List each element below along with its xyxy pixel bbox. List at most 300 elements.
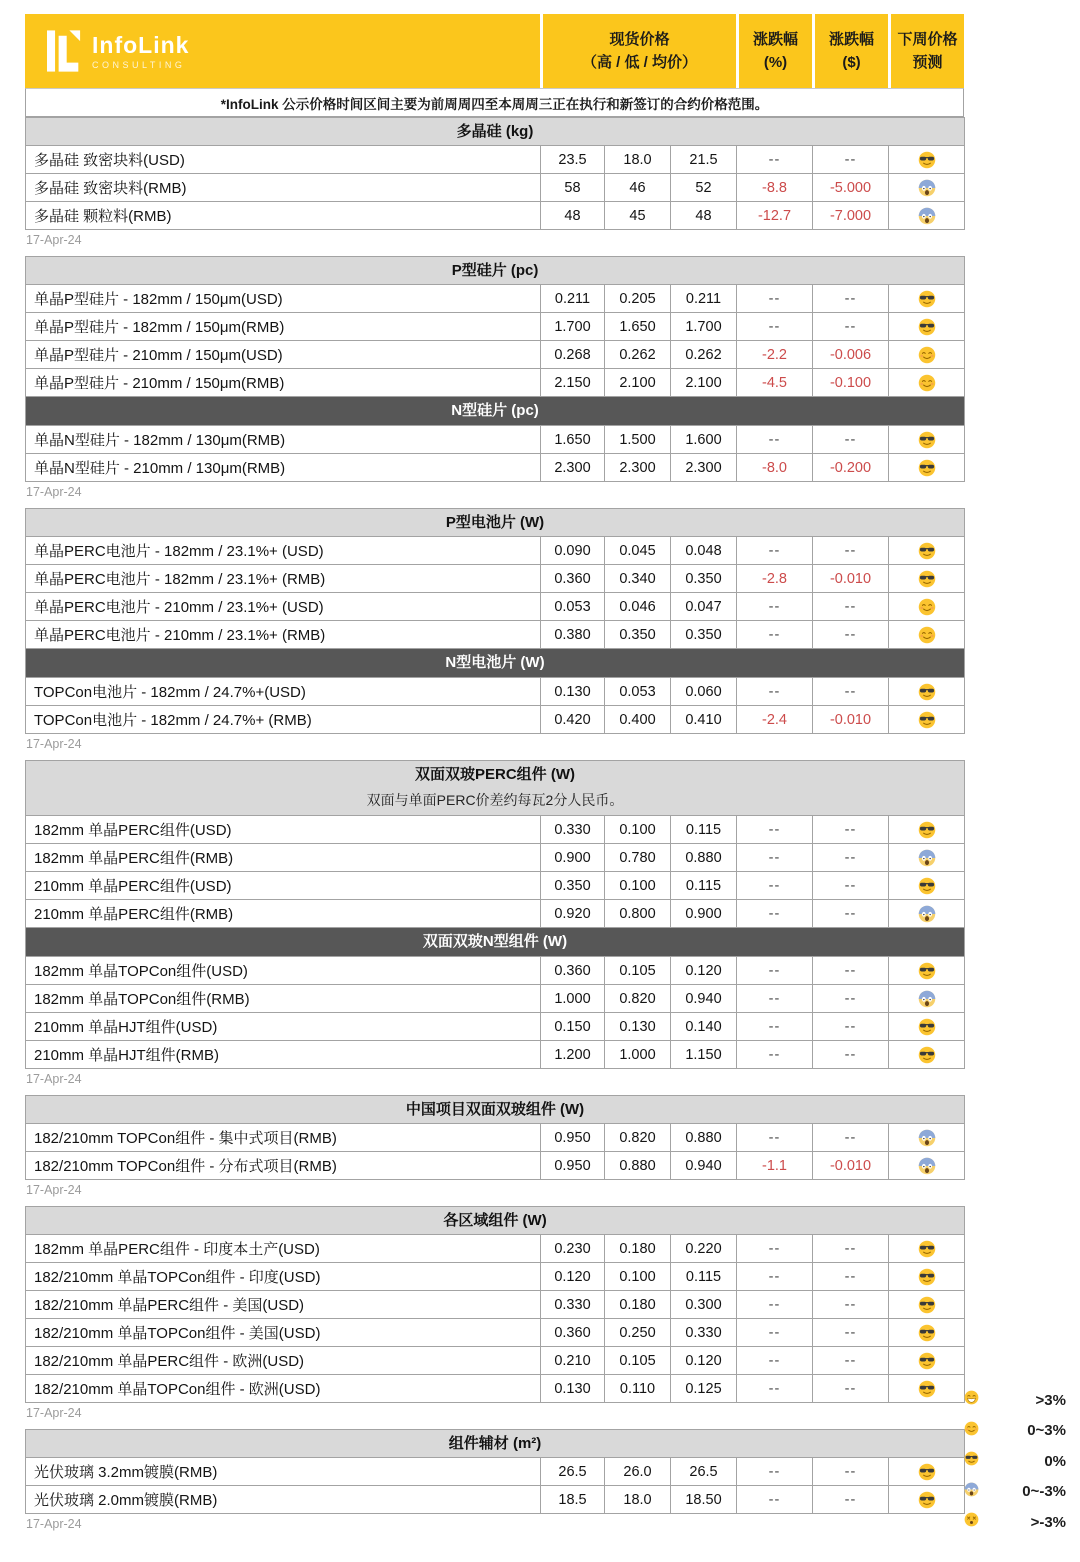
row-label: 单晶PERC电池片 - 210mm / 23.1%+ (USD)	[26, 593, 541, 621]
price-low: 0.880	[605, 1152, 671, 1180]
change-pct: --	[737, 678, 813, 706]
table-row	[26, 537, 965, 565]
price-high: 0.900	[541, 844, 605, 872]
cool-face-icon	[889, 1375, 965, 1403]
logo-text	[92, 33, 189, 70]
price-low: 46	[605, 174, 671, 202]
forecast-line2: 预测	[912, 54, 943, 71]
price-low: 0.340	[605, 565, 671, 593]
table-row	[26, 1263, 965, 1291]
change-pct: --	[737, 816, 813, 844]
price-low: 0.180	[605, 1235, 671, 1263]
price-avg: 0.047	[671, 593, 737, 621]
section-subtitle: 双面与单面PERC价差约每瓦2分人民币。	[366, 792, 624, 808]
price-low: 0.250	[605, 1319, 671, 1347]
change-usd-line2: ($)	[842, 54, 861, 71]
price-table	[25, 1206, 965, 1403]
legend-label: 0~3%	[1027, 1422, 1066, 1439]
section-header	[26, 1430, 965, 1458]
cool-face-icon	[964, 1451, 979, 1471]
price-low: 0.045	[605, 537, 671, 565]
price-low: 0.053	[605, 678, 671, 706]
price-avg: 26.5	[671, 1458, 737, 1486]
price-avg: 0.880	[671, 844, 737, 872]
table-row	[26, 1291, 965, 1319]
price-avg: 0.940	[671, 1152, 737, 1180]
change-usd: --	[813, 1235, 889, 1263]
price-low: 0.180	[605, 1291, 671, 1319]
table-row	[26, 844, 965, 872]
row-label: 多晶硅 致密块料(USD)	[26, 146, 541, 174]
price-high: 1.650	[541, 426, 605, 454]
forecast-line1: 下周价格	[897, 31, 958, 48]
price-note: *InfoLink 公示价格时间区间主要为前周周四至本周周三正在执行和新签订的合约价格范围。	[25, 88, 964, 117]
cool-face-icon	[889, 816, 965, 844]
smile-face-icon	[964, 1421, 979, 1441]
section-header-row	[26, 928, 965, 957]
change-usd: --	[813, 957, 889, 985]
change-usd: --	[813, 313, 889, 341]
price-avg: 0.120	[671, 1347, 737, 1375]
price-low: 0.100	[605, 872, 671, 900]
price-avg: 48	[671, 202, 737, 230]
price-low: 2.100	[605, 369, 671, 397]
change-pct: --	[737, 985, 813, 1013]
dizzy-face-icon	[964, 1512, 979, 1532]
price-high: 1.000	[541, 985, 605, 1013]
row-label: 210mm 单晶PERC组件(USD)	[26, 872, 541, 900]
change-pct-line1: 涨跌幅	[752, 31, 798, 48]
section-header	[26, 1096, 965, 1124]
row-label: 182mm 单晶PERC组件 - 印度本土产(USD)	[26, 1235, 541, 1263]
price-low: 26.0	[605, 1458, 671, 1486]
smile-face-icon	[889, 341, 965, 369]
change-usd: --	[813, 285, 889, 313]
section-header	[26, 649, 965, 678]
change-pct: --	[737, 872, 813, 900]
price-avg: 0.125	[671, 1375, 737, 1403]
row-label: 182/210mm 单晶PERC组件 - 美国(USD)	[26, 1291, 541, 1319]
price-avg: 52	[671, 174, 737, 202]
row-label: 182mm 单晶PERC组件(RMB)	[26, 844, 541, 872]
section-header-row	[26, 509, 965, 537]
row-label: 182/210mm 单晶PERC组件 - 欧洲(USD)	[26, 1347, 541, 1375]
change-pct: --	[737, 1263, 813, 1291]
price-low: 0.350	[605, 621, 671, 649]
date-stamp: 17-Apr-24	[26, 1183, 82, 1197]
change-pct: --	[737, 146, 813, 174]
row-label: 182/210mm 单晶TOPCon组件 - 欧洲(USD)	[26, 1375, 541, 1403]
row-label: 单晶P型硅片 - 182mm / 150μm(USD)	[26, 285, 541, 313]
section-title: 多晶硅 (kg)	[456, 123, 534, 140]
change-usd: -0.100	[813, 369, 889, 397]
change-usd: --	[813, 1013, 889, 1041]
change-pct: -12.7	[737, 202, 813, 230]
row-label: 多晶硅 颗粒料(RMB)	[26, 202, 541, 230]
cool-face-icon	[889, 426, 965, 454]
change-pct: -8.0	[737, 454, 813, 482]
cool-face-icon	[889, 1458, 965, 1486]
change-usd-line1: 涨跌幅	[828, 31, 874, 48]
price-low: 0.130	[605, 1013, 671, 1041]
price-low: 0.400	[605, 706, 671, 734]
table-row	[26, 1486, 965, 1514]
table-row	[26, 816, 965, 844]
grin-face-icon	[964, 1390, 979, 1410]
date-stamp: 17-Apr-24	[26, 737, 82, 751]
change-usd: --	[813, 1347, 889, 1375]
price-high: 0.120	[541, 1263, 605, 1291]
price-high: 0.420	[541, 706, 605, 734]
change-pct: --	[737, 900, 813, 928]
section-title: 组件辅材 (m²)	[448, 1435, 542, 1452]
change-usd: --	[813, 537, 889, 565]
price-avg: 0.115	[671, 1263, 737, 1291]
change-usd: --	[813, 1263, 889, 1291]
legend-item	[964, 1512, 1066, 1532]
change-pct: --	[737, 285, 813, 313]
price-high: 0.150	[541, 1013, 605, 1041]
change-pct: --	[737, 1291, 813, 1319]
price-low: 18.0	[605, 1486, 671, 1514]
cool-face-icon	[889, 565, 965, 593]
section-title: N型电池片 (W)	[445, 654, 545, 671]
price-low: 0.800	[605, 900, 671, 928]
change-pct: --	[737, 957, 813, 985]
price-table	[25, 1095, 965, 1180]
row-label: 210mm 单晶HJT组件(USD)	[26, 1013, 541, 1041]
section-title: N型硅片 (pc)	[451, 402, 539, 419]
row-label: 光伏玻璃 3.2mm镀膜(RMB)	[26, 1458, 541, 1486]
change-usd: --	[813, 678, 889, 706]
price-avg: 1.600	[671, 426, 737, 454]
legend-label: 0~-3%	[1022, 1483, 1066, 1500]
table-row	[26, 565, 965, 593]
change-usd: -5.000	[813, 174, 889, 202]
section-title: 双面双玻N型组件 (W)	[422, 933, 568, 950]
change-usd: --	[813, 1458, 889, 1486]
table-row	[26, 341, 965, 369]
section-header-row	[26, 118, 965, 146]
price-section	[25, 508, 964, 751]
price-low: 0.820	[605, 1124, 671, 1152]
price-low: 0.110	[605, 1375, 671, 1403]
change-usd: --	[813, 985, 889, 1013]
row-label: 单晶P型硅片 - 210mm / 150μm(RMB)	[26, 369, 541, 397]
legend-label: >-3%	[1030, 1513, 1066, 1531]
price-avg: 0.300	[671, 1291, 737, 1319]
price-table	[25, 760, 965, 1069]
table-row	[26, 1013, 965, 1041]
section-header-row	[26, 649, 965, 678]
price-low: 0.105	[605, 1347, 671, 1375]
table-row	[26, 1235, 965, 1263]
price-high: 18.5	[541, 1486, 605, 1514]
col-header-change-usd	[812, 14, 888, 88]
change-usd: --	[813, 146, 889, 174]
price-high: 26.5	[541, 1458, 605, 1486]
section-header	[26, 1207, 965, 1235]
price-avg: 0.115	[671, 816, 737, 844]
price-low: 0.046	[605, 593, 671, 621]
cool-face-icon	[889, 1291, 965, 1319]
forecast-legend	[964, 1390, 1066, 1543]
row-label: 182/210mm TOPCon组件 - 分布式项目(RMB)	[26, 1152, 541, 1180]
price-table	[25, 117, 965, 230]
cool-face-icon	[889, 537, 965, 565]
change-pct: --	[737, 1486, 813, 1514]
row-label: 182/210mm TOPCon组件 - 集中式项目(RMB)	[26, 1124, 541, 1152]
change-usd: --	[813, 621, 889, 649]
price-avg: 0.220	[671, 1235, 737, 1263]
row-label: 单晶N型硅片 - 210mm / 130μm(RMB)	[26, 454, 541, 482]
table-row	[26, 1458, 965, 1486]
cool-face-icon	[889, 706, 965, 734]
row-label: 单晶PERC电池片 - 182mm / 23.1%+ (RMB)	[26, 565, 541, 593]
change-pct: --	[737, 1124, 813, 1152]
price-avg: 0.880	[671, 1124, 737, 1152]
change-usd: --	[813, 872, 889, 900]
change-usd: --	[813, 426, 889, 454]
section-header-row	[26, 257, 965, 285]
smile-face-icon	[889, 621, 965, 649]
table-row	[26, 426, 965, 454]
legend-label: >3%	[1035, 1391, 1066, 1409]
price-avg: 0.115	[671, 872, 737, 900]
change-usd: --	[813, 1375, 889, 1403]
price-avg: 0.140	[671, 1013, 737, 1041]
price-high: 0.053	[541, 593, 605, 621]
price-section	[25, 117, 964, 247]
cool-face-icon	[889, 454, 965, 482]
change-usd: --	[813, 1319, 889, 1347]
change-pct: -2.4	[737, 706, 813, 734]
row-label: 单晶N型硅片 - 182mm / 130μm(RMB)	[26, 426, 541, 454]
price-high: 1.200	[541, 1041, 605, 1069]
change-pct: --	[737, 1235, 813, 1263]
price-low: 1.650	[605, 313, 671, 341]
section-title: 中国项目双面双玻组件 (W)	[405, 1101, 585, 1118]
cool-face-icon	[889, 1235, 965, 1263]
cool-face-icon	[889, 1347, 965, 1375]
section-header	[26, 118, 965, 146]
price-section	[25, 1429, 964, 1531]
date-stamp: 17-Apr-24	[26, 1072, 82, 1086]
price-high: 48	[541, 202, 605, 230]
change-pct: -1.1	[737, 1152, 813, 1180]
cool-face-icon	[889, 957, 965, 985]
price-high: 0.230	[541, 1235, 605, 1263]
price-low: 45	[605, 202, 671, 230]
price-avg: 1.700	[671, 313, 737, 341]
scream-face-icon	[889, 900, 965, 928]
legend-label: 0%	[1044, 1452, 1066, 1470]
section-header-row	[26, 1430, 965, 1458]
price-avg: 0.350	[671, 565, 737, 593]
change-usd: --	[813, 1041, 889, 1069]
table-row	[26, 313, 965, 341]
row-label: TOPCon电池片 - 182mm / 24.7%+ (RMB)	[26, 706, 541, 734]
legend-item	[964, 1421, 1066, 1441]
change-usd: --	[813, 1486, 889, 1514]
change-pct: --	[737, 1041, 813, 1069]
change-pct: --	[737, 537, 813, 565]
row-label: 单晶PERC电池片 - 182mm / 23.1%+ (USD)	[26, 537, 541, 565]
table-row	[26, 174, 965, 202]
price-high: 0.950	[541, 1124, 605, 1152]
change-pct: -4.5	[737, 369, 813, 397]
price-avg: 0.120	[671, 957, 737, 985]
change-pct: --	[737, 621, 813, 649]
price-section	[25, 256, 964, 499]
price-high: 0.268	[541, 341, 605, 369]
price-high: 0.920	[541, 900, 605, 928]
price-high: 0.211	[541, 285, 605, 313]
date-stamp: 17-Apr-24	[26, 1406, 82, 1420]
change-usd: --	[813, 816, 889, 844]
price-table	[25, 256, 965, 482]
price-avg: 0.900	[671, 900, 737, 928]
logo-name: InfoLink	[92, 31, 190, 58]
cool-face-icon	[889, 1486, 965, 1514]
price-high: 0.330	[541, 1291, 605, 1319]
change-pct: --	[737, 1319, 813, 1347]
legend-item	[964, 1390, 1066, 1410]
row-label: TOPCon电池片 - 182mm / 24.7%+(USD)	[26, 678, 541, 706]
sections	[25, 117, 964, 1531]
change-usd: -0.010	[813, 706, 889, 734]
change-usd: --	[813, 1124, 889, 1152]
row-label: 182/210mm 单晶TOPCon组件 - 美国(USD)	[26, 1319, 541, 1347]
row-label: 182/210mm 单晶TOPCon组件 - 印度(USD)	[26, 1263, 541, 1291]
change-usd: --	[813, 844, 889, 872]
table-row	[26, 1319, 965, 1347]
price-sheet	[25, 14, 964, 1540]
price-section	[25, 1095, 964, 1197]
change-pct: --	[737, 313, 813, 341]
cool-face-icon	[889, 1319, 965, 1347]
date-stamp: 17-Apr-24	[26, 485, 82, 499]
price-low: 1.500	[605, 426, 671, 454]
col-header-spot-price	[540, 14, 736, 88]
price-high: 0.210	[541, 1347, 605, 1375]
change-usd: --	[813, 900, 889, 928]
row-label: 210mm 单晶HJT组件(RMB)	[26, 1041, 541, 1069]
price-avg: 18.50	[671, 1486, 737, 1514]
price-avg: 1.150	[671, 1041, 737, 1069]
price-high: 0.360	[541, 565, 605, 593]
price-high: 0.090	[541, 537, 605, 565]
section-header	[26, 509, 965, 537]
row-label: 光伏玻璃 2.0mm镀膜(RMB)	[26, 1486, 541, 1514]
smile-face-icon	[889, 369, 965, 397]
table-row	[26, 1347, 965, 1375]
smile-face-icon	[889, 593, 965, 621]
table-row	[26, 593, 965, 621]
price-avg: 0.211	[671, 285, 737, 313]
section-header-row	[26, 1096, 965, 1124]
scream-face-icon	[889, 1152, 965, 1180]
legend-item	[964, 1482, 1066, 1502]
table-row	[26, 285, 965, 313]
table-row	[26, 706, 965, 734]
price-low: 0.262	[605, 341, 671, 369]
scream-face-icon	[889, 844, 965, 872]
price-low: 1.000	[605, 1041, 671, 1069]
row-label: 单晶P型硅片 - 182mm / 150μm(RMB)	[26, 313, 541, 341]
table-row	[26, 957, 965, 985]
price-section	[25, 1206, 964, 1420]
price-high: 58	[541, 174, 605, 202]
change-pct: -2.8	[737, 565, 813, 593]
change-pct: --	[737, 1347, 813, 1375]
table-row	[26, 1375, 965, 1403]
price-section	[25, 760, 964, 1086]
price-low: 18.0	[605, 146, 671, 174]
section-header	[26, 397, 965, 426]
price-avg: 0.048	[671, 537, 737, 565]
legend-item	[964, 1451, 1066, 1471]
price-table	[25, 508, 965, 734]
price-avg: 0.940	[671, 985, 737, 1013]
table-row	[26, 1124, 965, 1152]
change-usd: -7.000	[813, 202, 889, 230]
section-header-row	[26, 761, 965, 816]
table-row	[26, 146, 965, 174]
price-low: 0.100	[605, 1263, 671, 1291]
cool-face-icon	[889, 1013, 965, 1041]
price-high: 0.950	[541, 1152, 605, 1180]
change-pct: -8.8	[737, 174, 813, 202]
table-row	[26, 985, 965, 1013]
price-high: 2.150	[541, 369, 605, 397]
row-label: 多晶硅 致密块料(RMB)	[26, 174, 541, 202]
table-row	[26, 900, 965, 928]
price-high: 0.360	[541, 957, 605, 985]
section-header-row	[26, 397, 965, 426]
price-high: 0.130	[541, 678, 605, 706]
price-avg: 0.350	[671, 621, 737, 649]
table-row	[26, 202, 965, 230]
price-high: 0.330	[541, 816, 605, 844]
price-high: 0.360	[541, 1319, 605, 1347]
price-avg: 2.100	[671, 369, 737, 397]
date-stamp: 17-Apr-24	[26, 233, 82, 247]
row-label: 210mm 单晶PERC组件(RMB)	[26, 900, 541, 928]
price-avg: 0.410	[671, 706, 737, 734]
col-header-change-pct	[736, 14, 812, 88]
change-pct: --	[737, 1458, 813, 1486]
price-avg: 21.5	[671, 146, 737, 174]
section-title: 双面双玻PERC组件 (W)	[415, 766, 575, 783]
logo-subtitle: CONSULTING	[92, 59, 186, 70]
price-avg: 0.330	[671, 1319, 737, 1347]
price-low: 0.105	[605, 957, 671, 985]
scream-face-icon	[889, 202, 965, 230]
spot-price-line1: 现货价格	[609, 31, 670, 48]
change-pct: --	[737, 593, 813, 621]
table-row	[26, 369, 965, 397]
row-label: 单晶PERC电池片 - 210mm / 23.1%+ (RMB)	[26, 621, 541, 649]
change-pct-line2: (%)	[763, 54, 788, 71]
change-pct: -2.2	[737, 341, 813, 369]
change-usd: --	[813, 593, 889, 621]
row-label: 单晶P型硅片 - 210mm / 150μm(USD)	[26, 341, 541, 369]
price-high: 0.130	[541, 1375, 605, 1403]
change-usd: -0.010	[813, 565, 889, 593]
scream-face-icon	[889, 174, 965, 202]
scream-face-icon	[889, 1124, 965, 1152]
